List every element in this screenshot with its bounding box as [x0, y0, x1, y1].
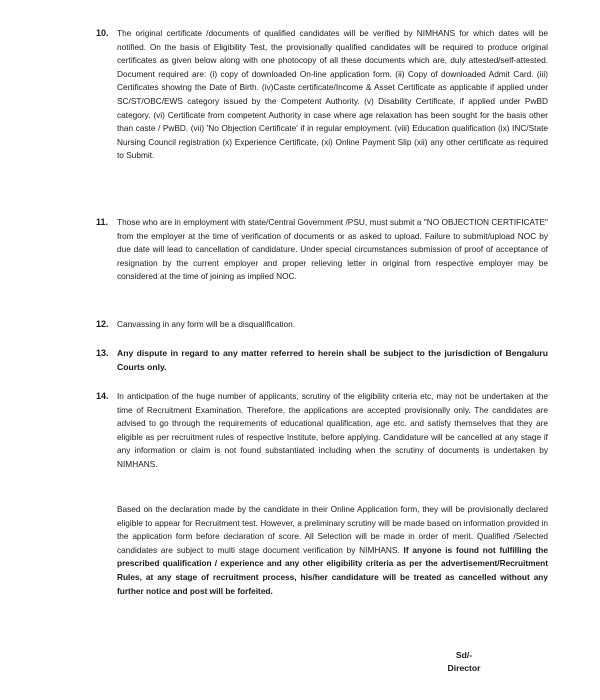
clause-text: In anticipation of the huge number of applicants, scrutiny of the eligibility criteria etc, may not be undertaken at the time of Recruitment Examination. Therefore, the applications are accepted provisionally only. The candidates are advised to go through the requirements of educational qualification, age etc. and satisfy themselves that they are eligible as per recruitment rules of respective Institute, before applying. Candidature will be cancelled at any stage if any information or claim is not found substantiated including when the scrutiny of documents is undertaken by NIMHANS. [117, 391, 548, 469]
clause-number: 13. [96, 348, 109, 358]
clause-text: Any dispute in regard to any matter referred to herein shall be subject to the jurisdiction of Bengaluru Courts only. [117, 348, 548, 372]
clause-text: Those who are in employment with state/Central Government /PSU, must submit a "NO OBJECTION CERTIFICATE" from the employer at the time of verification of documents or as asked to upload. Failure to submit/upload NOC by due date will lead to cancellation of candidature. Under special circumstances submission of proof of acceptance of resignation by the current employer and proper relieving letter in original from respective employer may be considered at the time of joining as implied NOC. [117, 217, 548, 282]
clause-number: 14. [96, 391, 109, 401]
clause-text: The original certificate /documents of qualified candidates will be verified by NIMHANS for which dates will be notified. On the basis of Eligibility Test, the provisionally qualified candidates will be required to produce original certificates as given below along with one photocopy of all these documents which are, duly attested/self-attested. Document required are: (i) copy of downloaded On-line application form. (ii) Copy of downloaded Admit Card. (iii) Certificates showing the Date of Birth. (iv)Caste certificate/Income & Asset Certificate as applicable if applied under SC/ST/OBC/EWS category issued by the Competent Authority. (v) Disability Certificate, if applied under PwBD category. (vi) Certificate from competent Authority in case where age relaxation has been sought for the basis other than caste / PwBD. (vii) 'No Objection Certificate' if in regular employment. (viii) Education qualification (ix) INC/State Nursing Council registration (x) Experience Certificate, (xi) Online Payment Slip (xii) any other certificate as required to Submit. [117, 28, 548, 161]
signature-sd: Sd/- [455, 650, 473, 660]
clause-10 [96, 27, 548, 163]
clause-11 [96, 216, 548, 284]
clause-14 [96, 390, 548, 472]
clause-number: 12. [96, 319, 109, 329]
closing-bold-text: If anyone is found not fulfilling the prescribed qualification / experience and any other eligibility criteria as per the advertisement/Recruitment Rules, at any stage of recruitment process, his/her candidature will be treated as cancelled without any further notice and post will be forfeited. [117, 544, 548, 596]
signature-block [430, 649, 498, 675]
clause-12 [96, 318, 548, 332]
closing-paragraph [117, 503, 548, 598]
clause-text: Canvassing in any form will be a disqualification. [117, 319, 296, 329]
closing-text: Based on the declaration made by the candidate in their Online Application form, they will be provisionally declared eligible to appear for Recruitment test. However, a preliminary scrutiny will be made based on information provided in the application form before declaration of score. All Selection will be made in order of merit. Qualified /Selected candidates are subject to multi stage document verification by NIMHANS. [117, 504, 548, 555]
clause-number: 10. [96, 28, 109, 38]
signature-title: Director [447, 663, 481, 673]
clause-number: 11. [96, 217, 109, 227]
clause-13 [96, 347, 548, 374]
